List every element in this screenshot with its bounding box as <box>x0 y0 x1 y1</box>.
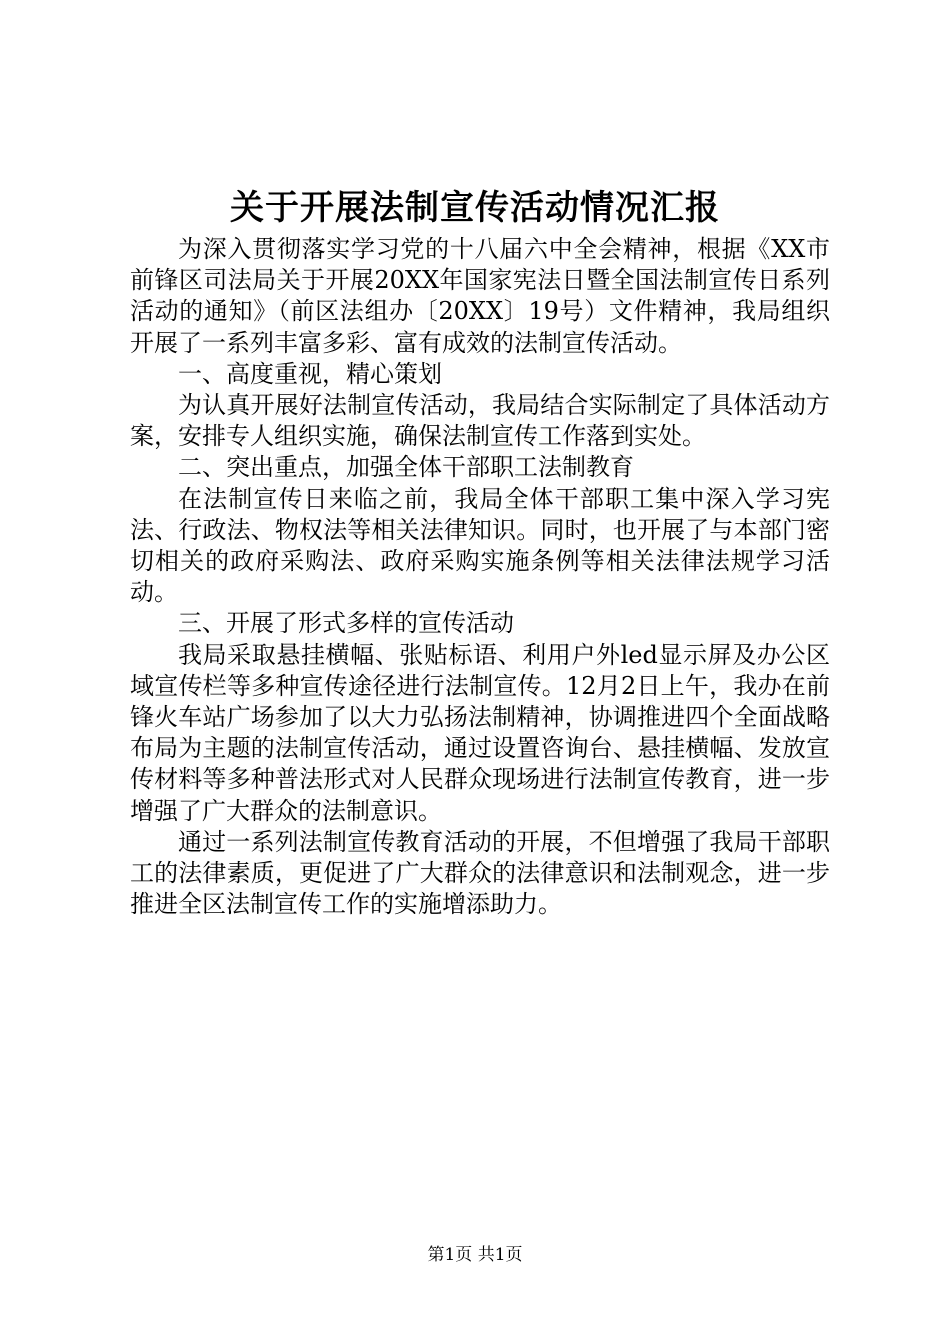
section-1-paragraph: 为认真开展好法制宣传活动，我局结合实际制定了具体活动方案，安排专人组织实施，确保法制宣传工作落到实处。 <box>130 391 830 451</box>
section-heading-1: 一、高度重视，精心策划 <box>178 359 442 388</box>
document-body <box>130 234 830 920</box>
section-heading-2: 二、突出重点，加强全体干部职工法制教育 <box>178 453 634 482</box>
page-number-footer: 第1页 共1页 <box>427 1245 523 1265</box>
document-title: 关于开展法制宣传活动情况汇报 <box>230 188 720 228</box>
section-3-paragraph: 我局采取悬挂横幅、张贴标语、利用户外led显示屏及办公区域宣传栏等多种宣传途径进行法制宣传。12月2日上午，我办在前锋火车站广场参加了以大力弘扬法制精神，协调推进四个全面战略布局为主题的法制宣传活动，通过设置咨询台、悬挂横幅、发放宣传材料等多种普法形式对人民群众现场进行法制宣传教育，进一步增强了广大群众的法制意识。 <box>130 640 830 825</box>
closing-paragraph: 通过一系列法制宣传教育活动的开展，不但增强了我局干部职工的法律素质，更促进了广大群众的法律意识和法制观念，进一步推进全区法制宣传工作的实施增添助力。 <box>130 827 830 919</box>
intro-paragraph: 为深入贯彻落实学习党的十八届六中全会精神，根据《XX市前锋区司法局关于开展20XX年国家宪法日暨全国法制宣传日系列活动的通知》（前区法组办〔20XX〕19号）文件精神，我局组织开展了一系列丰富多彩、富有成效的法制宣传活动。 <box>130 235 830 357</box>
section-heading-3: 三、开展了形式多样的宣传活动 <box>178 609 514 638</box>
section-2-paragraph: 在法制宣传日来临之前，我局全体干部职工集中深入学习宪法、行政法、物权法等相关法律知识。同时，也开展了与本部门密切相关的政府采购法、政府采购实施条例等相关法律法规学习活动。 <box>130 484 830 607</box>
